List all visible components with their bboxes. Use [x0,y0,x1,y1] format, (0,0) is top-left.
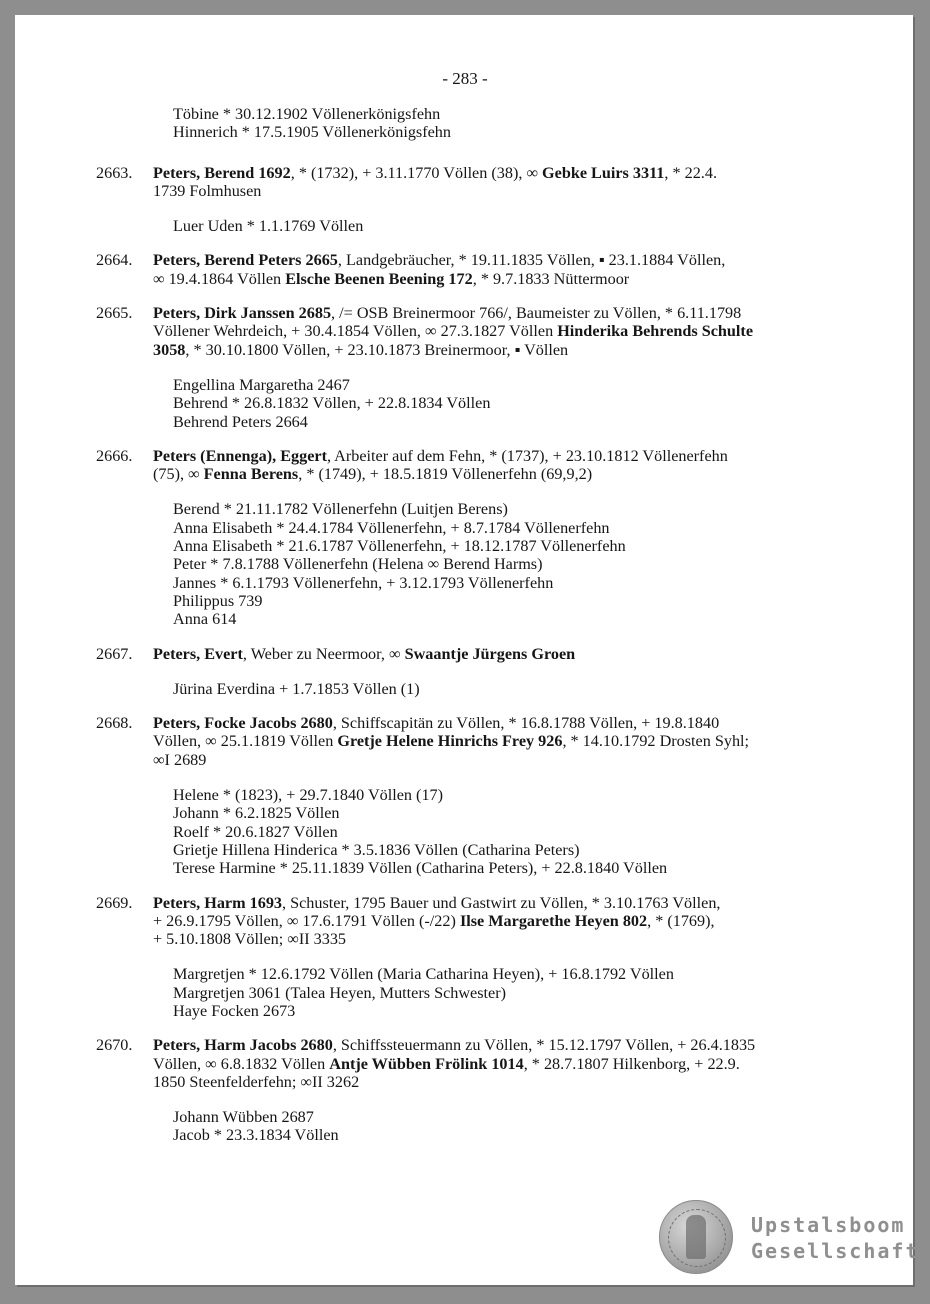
child-line: Hinnerich * 17.5.1905 Völlenerkönigsfehn [173,123,451,142]
upstalsboom-logo [659,1200,920,1272]
entry-number: 2664. [96,251,133,270]
genealogy-entry [96,164,866,236]
child-line: Johann * 6.2.1825 Völlen [173,804,340,823]
child-line: Anna 614 [173,610,237,629]
logo-line-2: Gesellschaft [751,1239,920,1263]
entry-number: 2669. [96,893,133,912]
heading-line: Völlen, ∞ 6.8.1832 Völlen Antje Wübben Frölink 1014, * 28.7.1807 Hilkenborg, + 22.9. [153,1054,740,1073]
seal-icon [659,1200,733,1274]
child-line: Johann Wübben 2687 [173,1108,314,1127]
genealogy-entry [96,447,866,629]
entry-children [173,217,866,235]
genealogy-entry [96,251,866,288]
entry-children [173,786,866,877]
child-line: Töbine * 30.12.1902 Völlenerkönigsfehn [173,105,441,123]
heading-line: Völlener Wehrdeich, + 30.4.1854 Völlen, ∞ 27.3.1827 Völlen Hinderika Behrends Schulte [153,322,754,341]
child-line: Helene * (1823), + 29.7.1840 Völlen (17) [173,786,444,805]
heading-line: Peters, Berend Peters 2665, Landgebräucher, * 19.11.1835 Völlen, ▪ 23.1.1884 Völlen, [153,251,726,270]
entry-heading [153,447,866,484]
child-line: Jannes * 6.1.1793 Völlenerfehn, + 3.12.1793 Völlenerfehn [173,573,554,592]
entry-heading [153,894,866,949]
entry-number: 2663. [96,163,133,182]
heading-line: Peters, Dirk Janssen 2685, /= OSB Breinermoor 766/, Baumeister zu Völlen, * 6.11.1798 [153,304,742,323]
child-line: Roelf * 20.6.1827 Völlen [173,822,338,841]
document-body [96,105,866,1145]
child-line: Peter * 7.8.1788 Völlenerfehn (Helena ∞ Berend Harms) [173,555,543,574]
heading-line: Peters, Berend 1692, * (1732), + 3.11.1770 Völlen (38), ∞ Gebke Luirs 3311, * 22.4. [153,163,717,182]
child-line: Terese Harmine * 25.11.1839 Völlen (Catharina Peters), + 22.8.1840 Völlen [173,859,668,878]
child-line: Haye Focken 2673 [173,1001,296,1020]
child-line: Jürina Everdina + 1.7.1853 Völlen (1) [173,679,420,698]
entry-list [96,164,866,1145]
page-number: - 283 - [442,69,488,88]
entry-heading [153,304,866,359]
child-line: Berend * 21.11.1782 Völlenerfehn (Luitjen Berens) [173,500,508,519]
heading-line: ∞I 2689 [153,750,207,769]
heading-line: Völlen, ∞ 25.1.1819 Völlen Gretje Helene Hinrichs Frey 926, * 14.10.1792 Drosten Syhl; [153,732,750,751]
genealogy-entry [96,894,866,1021]
child-line: Behrend * 26.8.1832 Völlen, + 22.8.1834 Völlen [173,394,491,413]
child-line: Behrend Peters 2664 [173,412,308,431]
child-line: Anna Elisabeth * 24.4.1784 Völlenerfehn, + 8.7.1784 Völlenerfehn [173,518,610,537]
genealogy-entry [96,714,866,877]
genealogy-entry [96,304,866,431]
genealogy-entry [96,1036,866,1144]
entry-children [173,500,866,628]
entry-heading [153,251,866,288]
entry-children [173,680,866,698]
heading-line: 3058, * 30.10.1800 Völlen, + 23.10.1873 Breinermoor, ▪ Völlen [153,340,569,359]
heading-line: Peters, Evert, Weber zu Neermoor, ∞ Swaantje Jürgens Groen [153,644,576,663]
entry-number: 2668. [96,714,133,733]
child-line: Margretjen 3061 (Talea Heyen, Mutters Schwester) [173,983,506,1002]
entry-children [173,1108,866,1145]
heading-line: + 26.9.1795 Völlen, ∞ 17.6.1791 Völlen (-/22) Ilse Margarethe Heyen 802, * (1769), [153,911,715,930]
entry-heading [153,164,866,201]
heading-line: Peters, Harm Jacobs 2680, Schiffssteuermann zu Völlen, * 15.12.1797 Völlen, + 26.4.1835 [153,1036,756,1055]
intro-children [173,105,866,142]
entry-heading [153,714,866,769]
heading-line: Peters, Focke Jacobs 2680, Schiffscapitän zu Völlen, * 16.8.1788 Völlen, + 19.8.1840 [153,714,720,733]
heading-line: 1850 Steenfelderfehn; ∞II 3262 [153,1072,360,1091]
entry-heading [153,1036,866,1091]
heading-line: Peters, Harm 1693, Schuster, 1795 Bauer und Gastwirt zu Völlen, * 3.10.1763 Völlen, [153,893,721,912]
genealogy-entry [96,645,866,699]
child-line: Philippus 739 [173,591,263,610]
child-line: Grietje Hillena Hinderica * 3.5.1836 Völlen (Catharina Peters) [173,840,580,859]
entry-number: 2665. [96,304,133,323]
child-line: Margretjen * 12.6.1792 Völlen (Maria Catharina Heyen), + 16.8.1792 Völlen [173,965,674,984]
entry-heading [153,645,866,663]
heading-line: 1739 Folmhusen [153,181,262,200]
child-line: Engellina Margaretha 2467 [173,375,350,394]
entry-children [173,965,866,1020]
heading-line: + 5.10.1808 Völlen; ∞II 3335 [153,930,347,949]
entry-number: 2670. [96,1036,133,1055]
child-line: Anna Elisabeth * 21.6.1787 Völlenerfehn, + 18.12.1787 Völlenerfehn [173,537,626,556]
heading-line: Peters (Ennenga), Eggert, Arbeiter auf dem Fehn, * (1737), + 23.10.1812 Völlenerfehn [153,446,728,465]
child-line: Luer Uden * 1.1.1769 Völlen [173,217,364,236]
heading-line: ∞ 19.4.1864 Völlen Elsche Beenen Beening 172, * 9.7.1833 Nüttermoor [153,269,630,288]
child-line: Jacob * 23.3.1834 Völlen [173,1126,339,1145]
logo-line-1: Upstalsboom [751,1213,906,1237]
heading-line: (75), ∞ Fenna Berens, * (1749), + 18.5.1819 Völlenerfehn (69,9,2) [153,465,593,484]
entry-number: 2666. [96,446,133,465]
logo-text [751,1212,920,1264]
entry-children [173,376,866,431]
entry-number: 2667. [96,644,133,663]
